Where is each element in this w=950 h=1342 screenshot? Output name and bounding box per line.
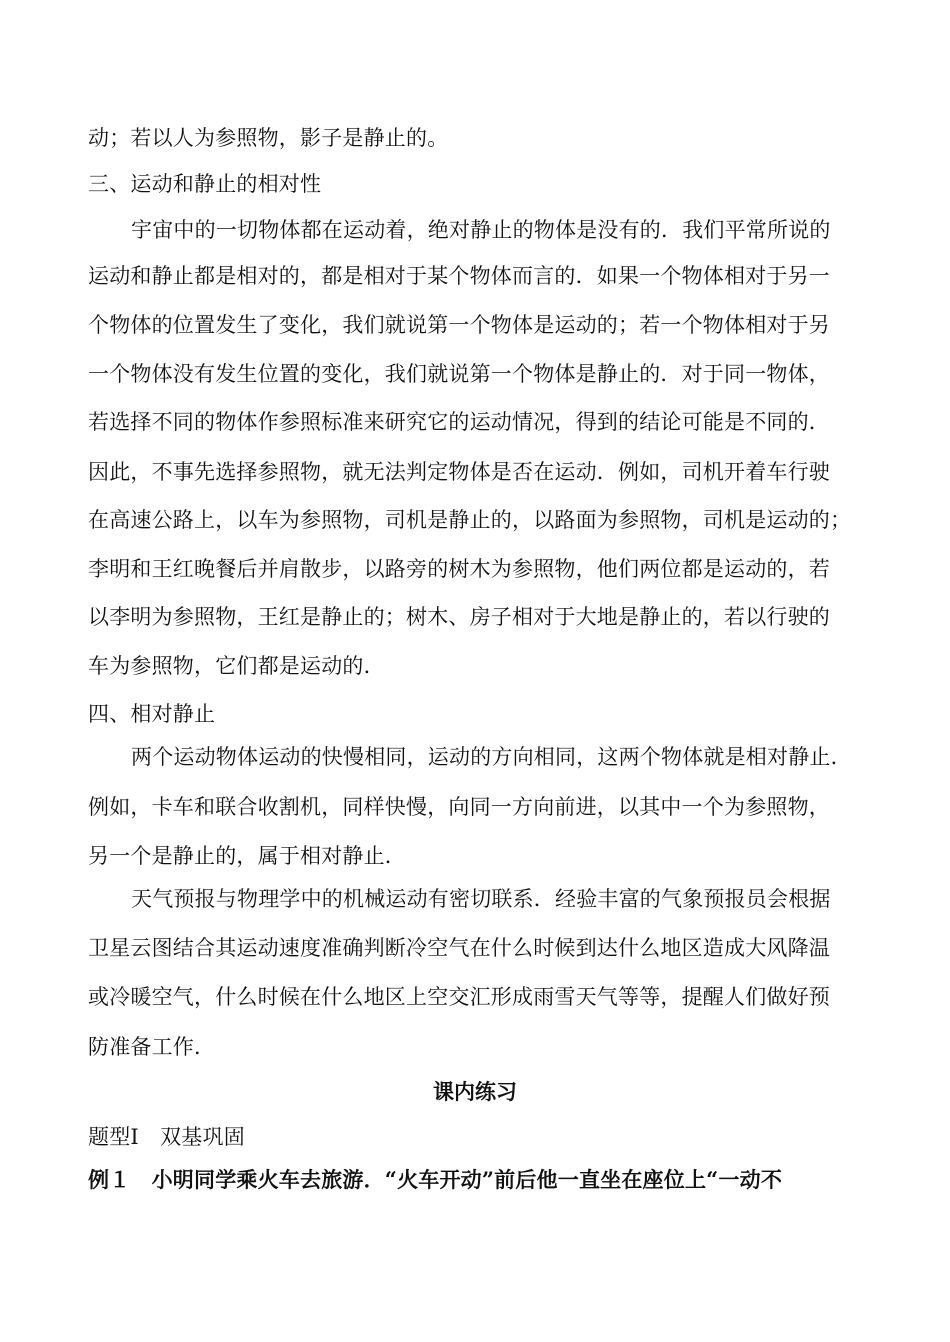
paragraph-line: 运动和静止都是相对的，都是相对于某个物体而言的．如果一个物体相对于另一	[88, 264, 830, 288]
paragraph-line: 李明和王红晚餐后并肩散步，以路旁的树木为参照物，他们两位都是运动的，若	[88, 557, 830, 581]
paragraph-line: 天气预报与物理学中的机械运动有密切联系．经验丰富的气象预报员会根据	[131, 887, 831, 911]
paragraph-line: 一个物体没有发生位置的变化，我们就说第一个物体是静止的．对于同一物体，	[88, 362, 830, 386]
paragraph-line: 以李明为参照物，王红是静止的；树木、房子相对于大地是静止的，若以行驶的	[88, 605, 830, 629]
paragraph-line: 车为参照物，它们都是运动的．	[88, 654, 385, 678]
example-question: 例１ 小明同学乘火车去旅游．“火车开动”前后他一直坐在座位上“一动不	[88, 1167, 783, 1192]
question-type-label: 题型Ⅰ 双基巩固	[88, 1125, 245, 1149]
paragraph-line: 若选择不同的物体作参照标准来研究它的运动情况，得到的结论可能是不同的．	[88, 410, 830, 434]
paragraph-line: 或冷暖空气，什么时候在什么地区上空交汇形成雨雪天气等等，提醒人们做好预	[88, 985, 830, 1009]
paragraph-line: 另一个是静止的，属于相对静止．	[88, 844, 406, 868]
paragraph-line: 卫星云图结合其运动速度准确判断冷空气在什么时候到达什么地区造成大风降温	[88, 936, 830, 960]
paragraph-line: 在高速公路上，以车为参照物，司机是静止的，以路面为参照物，司机是运动的；	[88, 508, 852, 532]
section-heading-relative-rest: 四、相对静止	[88, 702, 216, 726]
paragraph-line: 防准备工作．	[88, 1035, 216, 1059]
paragraph-line: 因此，不事先选择参照物，就无法判定物体是否在运动．例如，司机开着车行驶	[88, 460, 830, 484]
paragraph-line: 动；若以人为参照物，影子是静止的。	[88, 126, 449, 150]
paragraph-line: 宇宙中的一切物体都在运动着，绝对静止的物体是没有的．我们平常所说的	[131, 218, 831, 242]
exercise-section-title: 课内练习	[433, 1079, 517, 1104]
paragraph-line: 例如，卡车和联合收割机，同样快慢，向同一方向前进，以其中一个为参照物，	[88, 795, 830, 819]
paragraph-line: 两个运动物体运动的快慢相同，运动的方向相同，这两个物体就是相对静止．	[131, 745, 852, 769]
paragraph-line: 个物体的位置发生了变化，我们就说第一个物体是运动的；若一个物体相对于另	[88, 313, 830, 337]
section-heading-relativity: 三、运动和静止的相对性	[88, 172, 322, 196]
